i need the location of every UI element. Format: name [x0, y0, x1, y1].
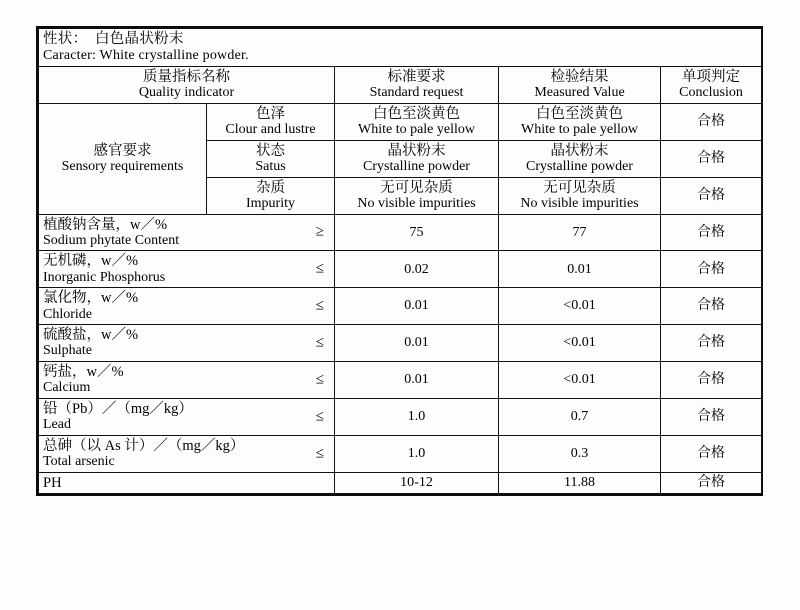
item-conclusion: 合格 — [661, 362, 762, 399]
item-name-cn: 无机磷，w／% — [43, 253, 139, 270]
sensory-sub-en: Clour and lustre — [225, 122, 316, 138]
item-conclusion: 合格 — [661, 288, 762, 325]
header-measured-value — [499, 66, 661, 103]
item-operator: ≤ — [315, 408, 324, 425]
item-name-cn: 植酸钠含量，w／% — [43, 216, 168, 233]
sensory-standard-cn: 白色至淡黄色 — [373, 105, 460, 122]
table-row — [39, 325, 762, 362]
caracter-en: Caracter: White crystalline powder. — [43, 48, 249, 64]
header-standard-request — [335, 66, 499, 103]
item-measured-value: 0.3 — [499, 435, 661, 472]
sensory-sub-en: Impurity — [246, 195, 295, 211]
sensory-standard-en: No visible impurities — [357, 195, 476, 211]
item-operator: ≤ — [315, 371, 324, 388]
item-standard-value: 0.01 — [335, 288, 499, 325]
item-measured-value: <0.01 — [499, 325, 661, 362]
item-name-en: Calcium — [43, 380, 91, 396]
sensory-sub-label — [207, 103, 335, 140]
sensory-sub-cn: 色泽 — [256, 105, 285, 122]
item-name-en: Chloride — [43, 306, 92, 322]
item-name-cell — [39, 399, 335, 436]
item-measured-value: 0.7 — [499, 399, 661, 436]
header-quality-indicator — [39, 66, 335, 103]
item-name-en: Lead — [43, 417, 71, 433]
table-row — [39, 251, 762, 288]
sensory-standard-value — [335, 177, 499, 214]
sensory-standard-cn: 无可见杂质 — [380, 179, 453, 196]
item-operator: ≤ — [315, 445, 324, 462]
item-name-cell — [39, 288, 335, 325]
sensory-sub-label — [207, 140, 335, 177]
header-conclusion — [661, 66, 762, 103]
item-conclusion: 合格 — [661, 325, 762, 362]
sensory-conclusion: 合格 — [661, 103, 762, 140]
header-standard-en: Standard request — [369, 85, 464, 101]
header-conclusion-en: Conclusion — [679, 85, 743, 101]
sensory-sub-cn: 杂质 — [256, 179, 285, 196]
sensory-conclusion: 合格 — [661, 177, 762, 214]
sensory-requirements-label — [39, 103, 207, 214]
coa-table-frame — [36, 26, 763, 496]
table-row — [39, 362, 762, 399]
sensory-measured-cn: 晶状粉末 — [550, 142, 609, 159]
sensory-sub-label — [207, 177, 335, 214]
sensory-measured-en: Crystalline powder — [526, 158, 633, 174]
table-row — [39, 435, 762, 472]
item-name-cn: 硫酸盐，w／% — [43, 327, 139, 344]
item-operator: ≤ — [315, 297, 324, 314]
header-indicator-cn: 质量指标名称 — [143, 68, 230, 85]
item-name-cell — [39, 214, 335, 251]
item-measured-value: 77 — [499, 214, 661, 251]
header-measured-en: Measured Value — [534, 85, 625, 101]
item-conclusion: 合格 — [661, 214, 762, 251]
item-standard-value: 1.0 — [335, 435, 499, 472]
table-row — [39, 103, 762, 140]
sensory-standard-value — [335, 140, 499, 177]
header-standard-cn: 标准要求 — [387, 68, 446, 85]
item-conclusion: 合格 — [661, 435, 762, 472]
item-operator: ≤ — [315, 334, 324, 351]
ph-conclusion: 合格 — [661, 472, 762, 493]
item-operator: ≤ — [315, 260, 324, 277]
ph-measured-value: 11.88 — [499, 472, 661, 493]
sensory-standard-en: White to pale yellow — [357, 122, 476, 138]
sensory-standard-cn: 晶状粉末 — [387, 142, 446, 159]
item-standard-value: 0.02 — [335, 251, 499, 288]
table-row — [39, 288, 762, 325]
sensory-standard-en: Crystalline powder — [363, 158, 470, 174]
table-row — [39, 214, 762, 251]
item-conclusion: 合格 — [661, 399, 762, 436]
header-indicator-en: Quality indicator — [138, 85, 235, 101]
item-name-en: Inorganic Phosphorus — [43, 269, 166, 285]
item-name-cell — [39, 435, 335, 472]
item-operator: ≥ — [315, 224, 324, 241]
sensory-standard-value — [335, 103, 499, 140]
item-conclusion: 合格 — [661, 251, 762, 288]
sensory-measured-en: White to pale yellow — [520, 122, 639, 138]
sensory-measured-en: No visible impurities — [520, 195, 639, 211]
item-name-cn: 铅（Pb）／（mg／kg） — [43, 401, 193, 418]
sensory-measured-cn: 白色至淡黄色 — [536, 105, 623, 122]
item-measured-value: 0.01 — [499, 251, 661, 288]
caracter-row — [39, 29, 762, 67]
header-measured-cn: 检验结果 — [550, 68, 609, 85]
sensory-sub-cn: 状态 — [256, 142, 285, 159]
item-standard-value: 75 — [335, 214, 499, 251]
sensory-measured-value — [499, 140, 661, 177]
table-header-row — [39, 66, 762, 103]
sensory-conclusion: 合格 — [661, 140, 762, 177]
caracter-cn: 性状： 白色晶状粉末 — [43, 31, 184, 47]
caracter-cell — [39, 29, 762, 67]
item-name-en: Total arsenic — [43, 454, 115, 470]
item-name-cell — [39, 325, 335, 362]
ph-label-cell — [39, 472, 335, 493]
table-row — [39, 472, 762, 493]
sensory-label-cn: 感官要求 — [93, 142, 152, 159]
certificate-of-analysis-table — [38, 28, 762, 494]
ph-standard-value: 10-12 — [335, 472, 499, 493]
item-measured-value: <0.01 — [499, 362, 661, 399]
item-standard-value: 0.01 — [335, 325, 499, 362]
item-name-cell — [39, 362, 335, 399]
item-name-cn: 钙盐，w／% — [43, 364, 124, 381]
sensory-measured-cn: 无可见杂质 — [543, 179, 616, 196]
table-row — [39, 399, 762, 436]
sensory-measured-value — [499, 177, 661, 214]
sensory-label-en: Sensory requirements — [61, 158, 184, 174]
item-name-cn: 总砷（以 As 计）／（mg／kg） — [43, 437, 245, 454]
item-measured-value: <0.01 — [499, 288, 661, 325]
header-conclusion-cn: 单项判定 — [682, 68, 740, 85]
sensory-sub-en: Satus — [255, 158, 286, 174]
item-standard-value: 1.0 — [335, 399, 499, 436]
item-name-en: Sodium phytate Content — [43, 232, 180, 248]
sensory-measured-value — [499, 103, 661, 140]
item-name-cn: 氯化物，w／% — [43, 290, 139, 307]
ph-label: PH — [43, 474, 62, 491]
item-standard-value: 0.01 — [335, 362, 499, 399]
item-name-en: Sulphate — [43, 343, 92, 359]
item-name-cell — [39, 251, 335, 288]
